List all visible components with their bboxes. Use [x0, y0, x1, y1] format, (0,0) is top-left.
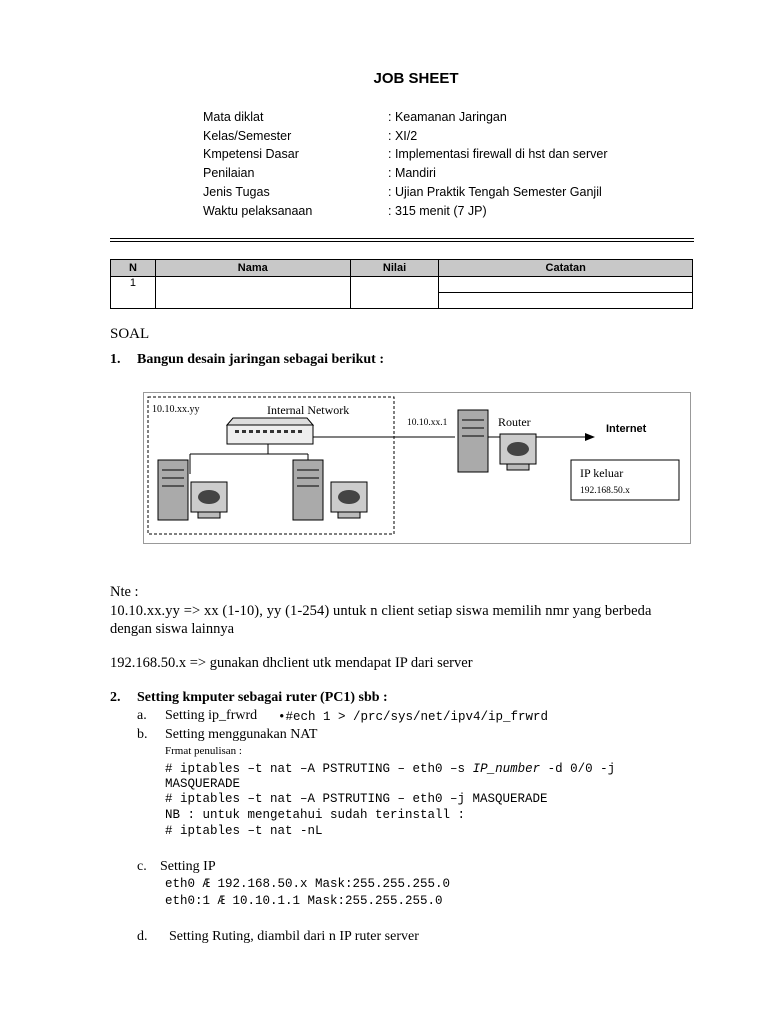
question-number: 1.	[110, 352, 121, 367]
command-text: # iptables –t nat –A PSTRUTING – eth0 –j MASQUERADE	[165, 792, 548, 806]
command-part: # iptables –t nat –A PSTRUTING – eth0 –s	[165, 762, 473, 776]
column-header: Nama	[155, 260, 350, 277]
command-text: •#ech 1 > /prc/sys/net/ipv4/ip_frwrd	[278, 710, 549, 724]
info-label: Waktu pelaksanaan	[203, 204, 313, 218]
router-label: Router	[498, 415, 531, 429]
question-number: 2.	[110, 690, 121, 705]
ip-keluar-label: IP keluar	[580, 466, 624, 480]
step-label: b.	[137, 727, 148, 742]
note-cell	[439, 293, 693, 309]
section-heading: SOAL	[110, 326, 150, 342]
table-row	[111, 277, 693, 293]
info-label: Jenis Tugas	[203, 185, 270, 199]
info-value: : Ujian Praktik Tengah Semester Ganjil	[388, 185, 602, 199]
note-cell	[439, 277, 693, 293]
command-text: eth0 Æ 192.168.50.x Mask:255.255.255.0	[165, 877, 451, 891]
command-text: MASQUERADE	[165, 777, 241, 791]
command-text: # iptables –t nat -nL	[165, 824, 323, 838]
command-part: IP_number	[472, 762, 541, 776]
step-text: Setting Ruting, diambil dari n IP ruter server	[169, 929, 419, 944]
command-text	[165, 762, 615, 776]
question-text: Setting kmputer sebagai ruter (PC1) sbb :	[137, 690, 388, 705]
info-label: Kelas/Semester	[203, 129, 292, 143]
page-title: JOB SHEET	[373, 70, 459, 87]
divider	[110, 238, 694, 239]
command-part: -d 0/0 -j	[540, 762, 616, 776]
question-text: Bangun desain jaringan sebagai berikut :	[137, 352, 384, 367]
column-header: Nilai	[350, 260, 439, 277]
step-label: c.	[137, 859, 147, 874]
info-label: Kmpetensi Dasar	[203, 147, 299, 161]
info-label: Mata diklat	[203, 110, 264, 124]
public-ip-label: 192.168.50.x	[580, 486, 630, 496]
note-text: 10.10.xx.yy => xx (1-10), yy (1-254) untuk n client setiap siswa memilih nmr yang berbeda	[110, 603, 652, 619]
info-value: : Keamanan Jaringan	[388, 110, 507, 124]
note-heading: Nte :	[110, 584, 139, 600]
column-header: N	[111, 260, 156, 277]
step-text: Setting ip_frwrd	[165, 708, 258, 723]
step-text: Setting menggunakan NAT	[165, 727, 318, 742]
grade-table	[110, 259, 693, 309]
gateway-ip-label: 10.10.xx.1	[407, 418, 448, 428]
column-header: Catatan	[439, 260, 693, 277]
row-number-cell: 1	[111, 277, 156, 309]
network-diagram	[143, 392, 691, 544]
client-ip-label: 10.10.xx.yy	[152, 404, 200, 415]
command-text: eth0:1 Æ 10.10.1.1 Mask:255.255.255.0	[165, 894, 443, 908]
score-cell	[350, 277, 439, 309]
info-value: : 315 menit (7 JP)	[388, 204, 487, 218]
step-label: a.	[137, 708, 147, 723]
note-text: 192.168.50.x => gunakan dhclient utk mendapat IP dari server	[110, 655, 473, 671]
internal-network-label: Internal Network	[267, 403, 350, 417]
step-text: Setting IP	[160, 859, 216, 874]
internet-label: Internet	[606, 423, 647, 435]
divider	[110, 241, 694, 242]
command-text: NB : untuk mengetahui sudah terinstall :	[165, 808, 466, 822]
switch-icon	[227, 418, 313, 444]
info-value: : Mandiri	[388, 166, 436, 180]
format-label: Frmat penulisan :	[165, 745, 242, 757]
info-value: : XI/2	[388, 129, 418, 143]
info-value: : Implementasi firewall di hst dan server	[388, 147, 608, 161]
name-cell	[155, 277, 350, 309]
step-label: d.	[137, 929, 148, 944]
info-label: Penilaian	[203, 166, 255, 180]
note-text: dengan siswa lainnya	[110, 621, 235, 637]
table-header-row	[111, 260, 693, 277]
